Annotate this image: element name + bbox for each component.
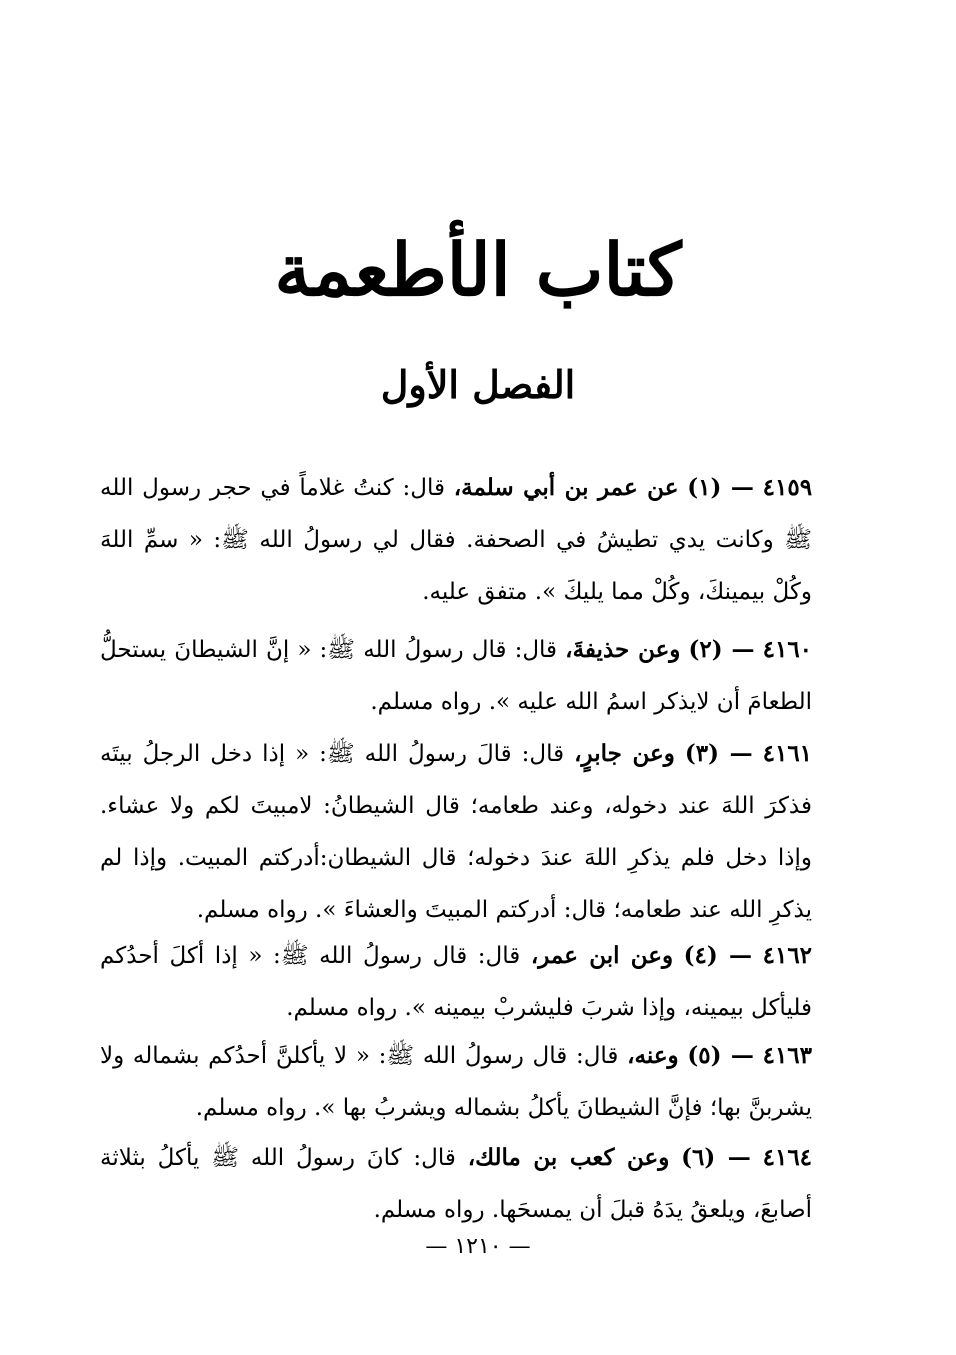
hadith-sub-number: — (٦) (681, 1144, 751, 1171)
hadith-narrator: عن عمر بن أبي سلمة، (453, 474, 679, 501)
hadith-number: ٤١٦٣ (762, 1042, 813, 1069)
hadith-sub-number: — (٢) (688, 636, 755, 663)
hadith-4160 (100, 624, 812, 728)
hadith-text: قال: كانَ رسولُ الله ﷺ يأكلُ بثلاثة أصابعَ، ويلعقُ يدَهُ قبلَ أن يمسحَها. رواه مسلم. (100, 1145, 812, 1223)
hadith-narrator: وعن ابن عمر، (530, 942, 674, 969)
hadith-4159 (100, 462, 812, 618)
hadith-sub-number: — (٣) (684, 740, 753, 767)
hadith-text: قال: قال رسولُ الله ﷺ: « إذا أكلَ أحدُكم فليأكل بيمينه، وإذا شربَ فليشربْ بيمينه ». رواه مسلم. (100, 943, 812, 1021)
hadith-4161 (100, 728, 812, 936)
hadith-number: ٤١٦٠ (762, 636, 813, 663)
hadith-sub-number: — (١) (687, 474, 754, 501)
hadith-narrator: وعنه، (627, 1042, 679, 1069)
chapter-title: الفصل الأول (380, 362, 576, 407)
hadith-number: ٤١٦١ (762, 740, 813, 767)
hadith-4163 (100, 1030, 812, 1134)
hadith-sub-number: — (٥) (687, 1042, 754, 1069)
hadith-narrator: وعن جابرٍ، (574, 740, 675, 767)
hadith-text: قال: قال رسولُ الله ﷺ: « إنَّ الشيطانَ يستحلُّ الطعامَ أن لايذكر اسمُ الله عليه ». رواه مسلم. (100, 637, 812, 715)
hadith-number: ٤١٥٩ (762, 474, 813, 501)
hadith-narrator: وعن حذيفةَ، (565, 636, 681, 663)
hadith-4162 (100, 930, 812, 1034)
hadith-text: قال: قال رسولُ الله ﷺ: « لا يأكلنَّ أحدُكم بشماله ولا يشربنَّ بها؛ فإنَّ الشيطانَ يأكلُ بشماله ويشربُ بها ». رواه مسلم. (100, 1043, 812, 1121)
hadith-number: ٤١٦٢ (762, 942, 813, 969)
hadith-text: قال: كنتُ غلاماً في حجر رسول الله ﷺ وكانت يدي تطيشُ في الصحفة. فقال لي رسولُ الله ﷺ: « سمِّ اللهَ وكُلْ بيمينكَ، وكُلْ مما يليكَ ». متفق عليه. (100, 475, 812, 605)
hadith-narrator: وعن كعب بن مالك، (467, 1144, 670, 1171)
hadith-4164 (100, 1132, 812, 1236)
hadith-text: قال: قالَ رسولُ الله ﷺ: « إذا دخل الرجلُ بيتَه فذكرَ اللهَ عند دخوله، وعند طعامه؛ قال الشيطانُ: لامبيتَ لكم ولا عشاء. وإذا دخل فلم يذكرِ اللهَ عندَ دخوله؛ قال الشيطان:أدركتم المبيت. وإذا لم يذكرِ الله عند طعامه؛ قال: أدركتم المبيتَ والعشاءَ ». رواه مسلم. (100, 741, 812, 923)
hadith-sub-number: — (٤) (683, 942, 753, 969)
page-number: — ١٢١٠ — (425, 1234, 531, 1259)
book-title: كتاب الأطعمة (274, 227, 682, 312)
hadith-number: ٤١٦٤ (762, 1144, 813, 1171)
